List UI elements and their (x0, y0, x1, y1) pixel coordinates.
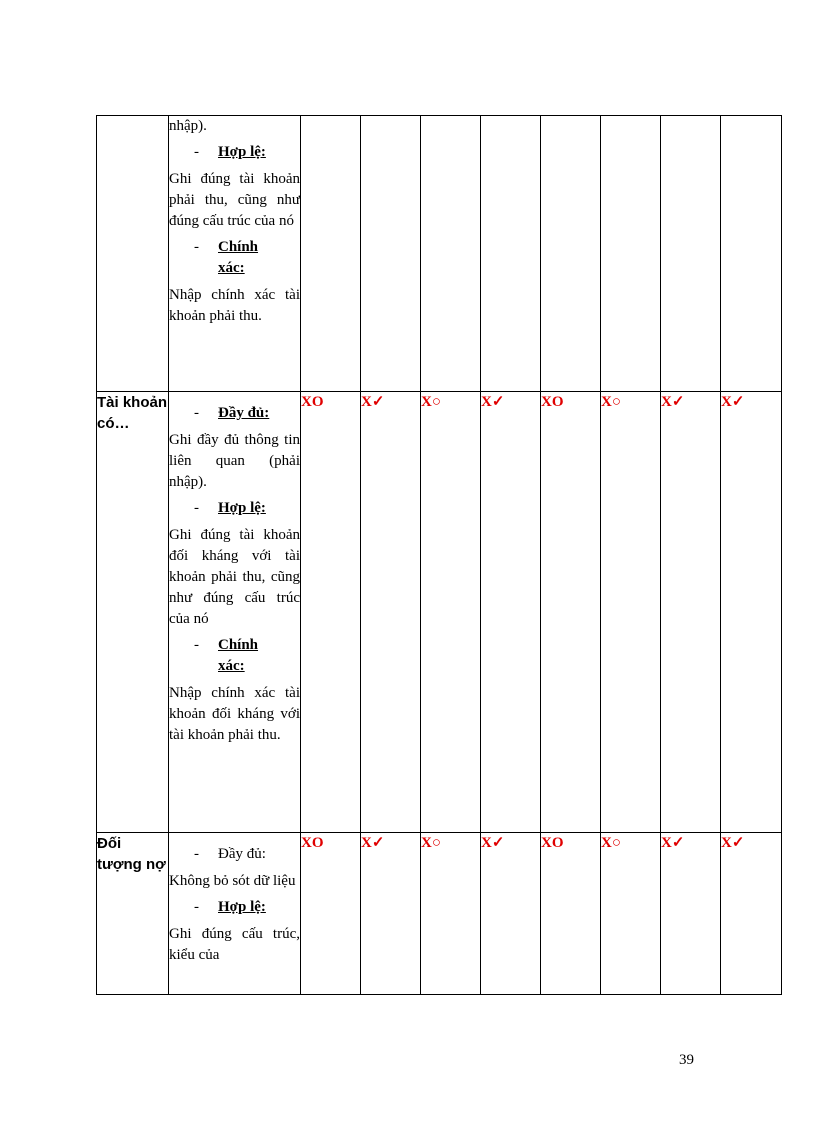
mark-cell: X○ (601, 392, 661, 833)
criterion-heading-text: Chính xác: (218, 637, 259, 674)
criteria-description (169, 392, 301, 833)
criterion-heading (169, 237, 300, 279)
dash-bullet: - (194, 239, 199, 255)
criterion-heading-text: Đầy đủ: (218, 405, 270, 421)
criterion-paragraph: Ghi đúng cấu trúc, kiểu của (169, 926, 300, 963)
mark-cell: X✓ (361, 833, 421, 995)
criterion-heading (169, 498, 300, 519)
mark-cell: X○ (601, 833, 661, 995)
criterion-paragraph: Ghi đúng tài khoản đối kháng với tài khoản phải thu, cũng như đúng cấu trúc của nó (169, 527, 300, 627)
page-number: 39 (679, 1052, 694, 1068)
mark-cell: XO (301, 833, 361, 995)
criterion-paragraph: Nhập chính xác tài khoản phải thu. (169, 287, 300, 324)
row-label (97, 116, 169, 392)
dash-bullet: - (194, 899, 199, 915)
criterion-heading (169, 142, 300, 163)
mark-cell: X✓ (361, 392, 421, 833)
mark-cell: X○ (421, 833, 481, 995)
table-row (97, 392, 782, 833)
mark-cell (661, 116, 721, 392)
criterion-heading-text: Hợp lệ: (218, 899, 266, 915)
dash-bullet: - (194, 637, 199, 653)
criterion-heading-text: Đầy đủ: (218, 846, 266, 862)
dash-bullet: - (194, 405, 199, 421)
criterion-heading (169, 635, 300, 677)
criteria-description (169, 116, 301, 392)
criterion-paragraph: Ghi đầy đủ thông tin liên quan (phải nhập). (169, 432, 300, 490)
mark-cell (541, 116, 601, 392)
row-label: Đối tượng nợ (97, 833, 169, 995)
criterion-heading-text: Hợp lệ: (218, 144, 266, 160)
mark-cell (601, 116, 661, 392)
criteria-description (169, 833, 301, 995)
criterion-heading (169, 897, 300, 918)
mark-cell: X○ (421, 392, 481, 833)
criterion-paragraph: Không bỏ sót dữ liệu (169, 873, 296, 889)
criteria-table (96, 115, 782, 995)
criterion-heading (169, 403, 300, 424)
table-row (97, 116, 782, 392)
dash-bullet: - (194, 500, 199, 516)
criterion-heading (169, 844, 300, 865)
dash-bullet: - (194, 144, 199, 160)
mark-cell: X✓ (661, 833, 721, 995)
mark-cell: X✓ (721, 833, 782, 995)
mark-cell (301, 116, 361, 392)
mark-cell (721, 116, 782, 392)
mark-cell: X✓ (721, 392, 782, 833)
mark-cell: XO (541, 833, 601, 995)
row-label: Tài khoản có… (97, 392, 169, 833)
criterion-paragraph: Nhập chính xác tài khoản đối kháng với tài khoản phải thu. (169, 685, 300, 743)
table-row (97, 833, 782, 995)
dash-bullet: - (194, 846, 199, 862)
criterion-heading-text: Chính xác: (218, 239, 259, 276)
criterion-paragraph: Ghi đúng tài khoản phải thu, cũng như đúng cấu trúc của nó (169, 171, 300, 229)
mark-cell: XO (541, 392, 601, 833)
mark-cell: X✓ (481, 392, 541, 833)
mark-cell (421, 116, 481, 392)
criterion-paragraph: nhập). (169, 118, 207, 134)
criterion-heading-text: Hợp lệ: (218, 500, 266, 516)
mark-cell (481, 116, 541, 392)
mark-cell: X✓ (481, 833, 541, 995)
mark-cell (361, 116, 421, 392)
mark-cell: XO (301, 392, 361, 833)
mark-cell: X✓ (661, 392, 721, 833)
